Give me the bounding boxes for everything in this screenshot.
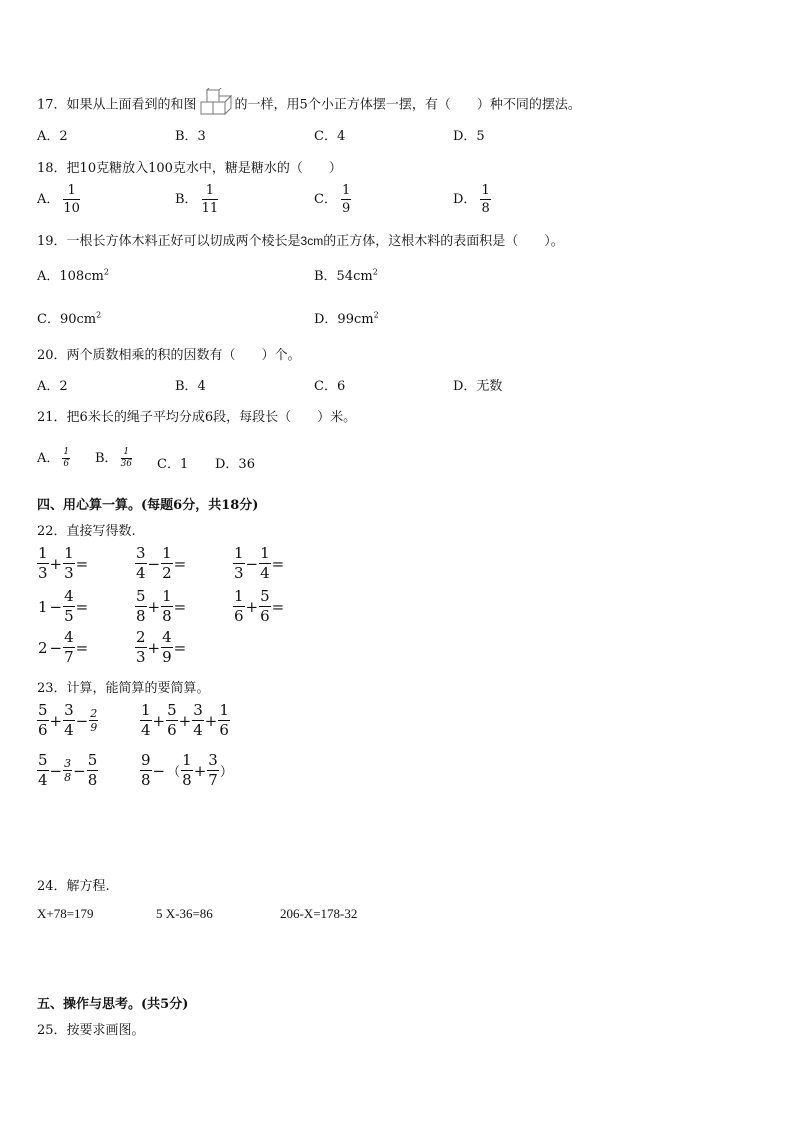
q23-expr-2: $\frac{1}{4}$ + $\frac{5}{6}$ + $\frac{3}{4}$ + $\frac{1}{6}$ (141, 701, 229, 739)
q20-option-c: C．6 (314, 379, 346, 394)
q21-option-c: C．1 (157, 457, 189, 472)
q23-expr-4: $\frac{9}{8}$ − （ $\frac{1}{8}$ + $\frac{3}{7}$ ） (141, 751, 233, 789)
q23-expr-3: $\frac{5}{4}$ − $\frac{3}{8}$ − $\frac{5}{8}$ (38, 751, 98, 789)
q22-expr-1: $\frac{1}{3}$ + $\frac{1}{3}$ = (38, 544, 89, 582)
q17-option-d: D．5 (453, 129, 485, 144)
fraction-numerator: 1 (341, 183, 351, 198)
q22-expr-2: $\frac{3}{4}$ − $\frac{1}{2}$ = (136, 544, 187, 582)
section-5-title: 五、操作与思考。(共5分) (37, 997, 189, 1012)
equation-1: X+78=179 (37, 906, 94, 921)
q19-option-d: D．$99cm^2$ (314, 310, 379, 327)
q17-option-c: C．4 (314, 129, 346, 144)
question-22: 22．直接写得数. (37, 524, 136, 539)
q18-option-d: D． $\frac{1}{8}$ (453, 183, 490, 216)
question-24: 24．解方程. (37, 879, 110, 894)
q21-option-d: D．36 (215, 457, 255, 472)
q17-option-a: A．2 (37, 129, 68, 144)
question-18: 18．把10克糖放入100克水中，糖是糖水的（ ） (37, 161, 342, 176)
fraction-numerator: 1 (481, 183, 490, 198)
q17-option-b: B．3 (175, 129, 206, 144)
question-21: 21．把6米长的绳子平均分成6段，每段长（ ）米。 (37, 410, 357, 425)
q20-option-b: B．4 (175, 379, 206, 394)
fraction-numerator: 1 (63, 184, 80, 200)
question-19: 19．一根长方体木料正好可以切成两个棱长是3cm的正方体，这根木料的表面积是（ ）。 (37, 234, 564, 249)
fraction-denominator: 10 (63, 201, 80, 216)
question-17-text-pre: 17．如果从上面看到的和图 (37, 97, 197, 113)
question-25: 25．按要求画图。 (37, 1023, 145, 1038)
q20-option-d: D．无数 (453, 379, 503, 394)
q18-option-b: B． $\frac{1}{11}$ (175, 183, 219, 216)
q22-expr-6: $\frac{1}{6}$ + $\frac{5}{6}$ = (234, 587, 285, 625)
fraction-numerator: 1 (202, 184, 219, 200)
q18-option-c: C． $\frac{1}{9}$ (314, 183, 351, 216)
q19-option-b: B．$54cm^2$ (314, 267, 378, 284)
question-17-text-post: 的一样，用5个小正方体摆一摆，有（ ）种不同的摆法。 (234, 97, 581, 113)
q19-option-a: A．$108cm^2$ (37, 267, 109, 284)
equation-2: 5 X-36=86 (156, 906, 213, 921)
q22-expr-7: 2 − $\frac{4}{7}$ = (38, 628, 89, 666)
cube-view-icon (199, 88, 233, 122)
q20-option-a: A．2 (37, 379, 68, 394)
fraction-denominator: 8 (481, 201, 490, 216)
q22-expr-3: $\frac{1}{3}$ − $\frac{1}{4}$ = (234, 544, 285, 582)
question-17 (37, 88, 581, 122)
q23-expr-1: $\frac{5}{6}$ + $\frac{3}{4}$ − $\frac{2}{9}$ (38, 701, 98, 739)
q19-option-c: C．$90cm^2$ (37, 310, 102, 327)
question-23: 23．计算，能简算的要简算。 (37, 681, 210, 696)
section-4-title: 四、用心算一算。(每题6分，共18分) (37, 498, 259, 513)
fraction-denominator: 11 (201, 201, 219, 216)
q22-expr-4: 1 − $\frac{4}{5}$ = (38, 587, 89, 625)
q21-option-a: A． $\frac{1}{6}$ (37, 447, 70, 469)
question-20: 20．两个质数相乘的积的因数有（ ）个。 (37, 348, 301, 363)
fraction-denominator: 9 (341, 201, 351, 216)
q22-expr-8: $\frac{2}{3}$ + $\frac{4}{9}$ = (136, 628, 187, 666)
equation-3: 206-X=178-32 (280, 906, 358, 921)
q18-option-a: A． $\frac{1}{10}$ (37, 183, 80, 216)
q21-option-b: B． $\frac{1}{36}$ (95, 447, 133, 469)
q22-expr-5: $\frac{5}{8}$ + $\frac{1}{8}$ = (136, 587, 187, 625)
